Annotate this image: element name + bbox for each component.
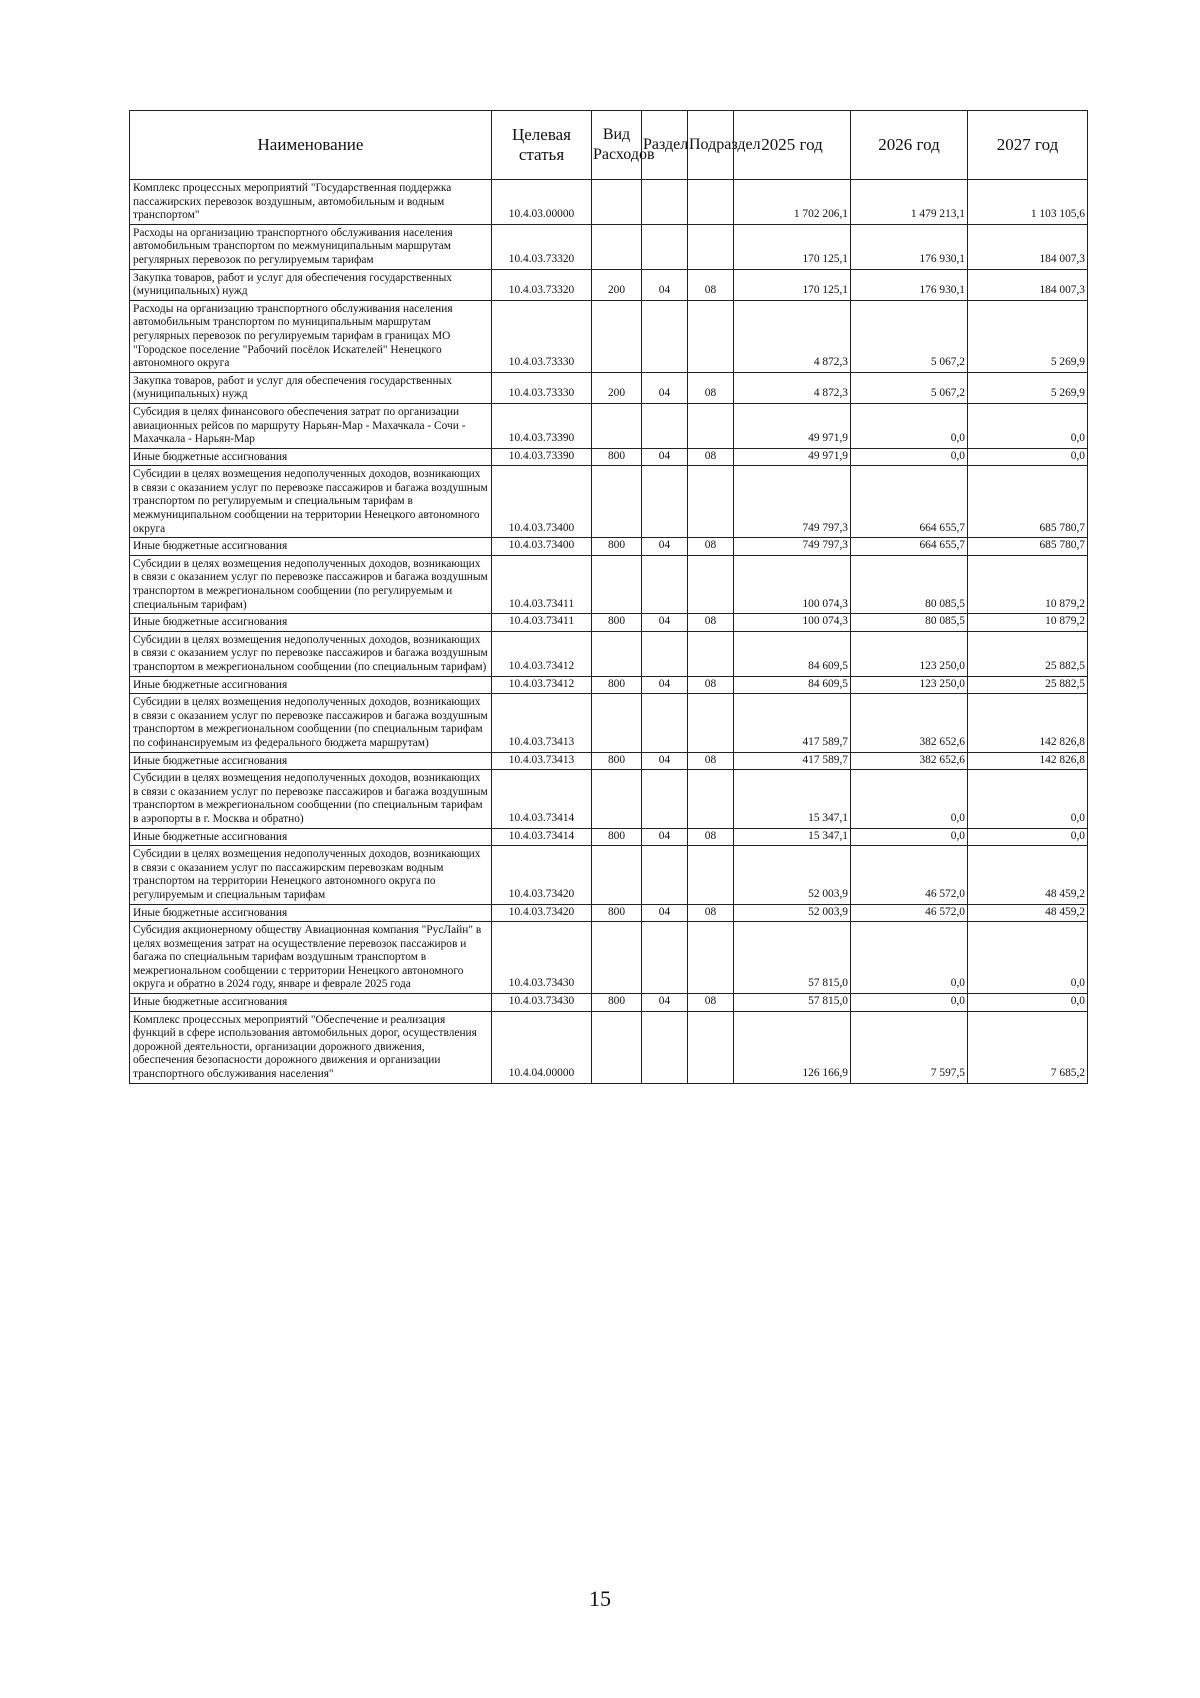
row-expense-type [592, 466, 642, 538]
row-value-2027: 142 826,8 [968, 752, 1088, 770]
row-expense-type [592, 846, 642, 904]
row-subsection [688, 224, 734, 269]
row-value-2026: 382 652,6 [851, 694, 968, 752]
row-value-2025: 100 074,3 [734, 614, 851, 632]
row-target-code: 10.4.04.00000 [492, 1011, 592, 1083]
row-subsection [688, 922, 734, 994]
table-row [130, 448, 1088, 466]
table-row [130, 180, 1088, 225]
row-section [642, 846, 688, 904]
row-subsection [688, 1011, 734, 1083]
budget-table [129, 110, 1088, 1084]
row-name: Субсидии в целях возмещения недополученных доходов, возникающих в связи с оказанием услуг по пассажирским перевозкам водным транспортом на территории Ненецкого автономного округа по регулируемым и специальным тарифам [130, 846, 492, 904]
row-section: 04 [642, 676, 688, 694]
row-subsection [688, 180, 734, 225]
row-target-code: 10.4.03.73411 [492, 555, 592, 613]
row-value-2027: 142 826,8 [968, 694, 1088, 752]
row-section: 04 [642, 904, 688, 922]
row-expense-type [592, 770, 642, 828]
row-value-2027: 48 459,2 [968, 904, 1088, 922]
header-row [130, 111, 1088, 180]
row-expense-type: 200 [592, 269, 642, 300]
row-value-2026: 80 085,5 [851, 614, 968, 632]
table-row [130, 770, 1088, 828]
row-section: 04 [642, 614, 688, 632]
row-expense-type: 800 [592, 752, 642, 770]
row-value-2027: 0,0 [968, 922, 1088, 994]
row-name: Субсидии в целях возмещения недополученных доходов, возникающих в связи с оказанием услуг по перевозке пассажиров и багажа воздушным транспортом в межрегиональном сообщении (по специальным тарифам в аэропорты в г. Москва и обратно) [130, 770, 492, 828]
row-name: Иные бюджетные ассигнования [130, 448, 492, 466]
row-value-2026: 176 930,1 [851, 269, 968, 300]
row-value-2027: 685 780,7 [968, 466, 1088, 538]
row-value-2026: 123 250,0 [851, 631, 968, 676]
row-value-2025: 100 074,3 [734, 555, 851, 613]
row-expense-type: 800 [592, 994, 642, 1012]
row-subsection: 08 [688, 448, 734, 466]
table-row [130, 828, 1088, 846]
header-2026: 2026 год [851, 111, 968, 180]
row-value-2025: 84 609,5 [734, 676, 851, 694]
row-name: Комплекс процессных мероприятий "Обеспечение и реализация функций в сфере использования автомобильных дорог, осуществления дорожной деятельности, организации дорожного движения, обеспечения безопасности дорожного движения и организации транспортного обслуживания населения" [130, 1011, 492, 1083]
row-value-2026: 382 652,6 [851, 752, 968, 770]
row-subsection: 08 [688, 269, 734, 300]
row-target-code: 10.4.03.73413 [492, 694, 592, 752]
row-expense-type: 800 [592, 538, 642, 556]
row-expense-type: 800 [592, 828, 642, 846]
header-target: Целевая статья [492, 111, 592, 180]
row-value-2027: 25 882,5 [968, 676, 1088, 694]
table-row [130, 300, 1088, 372]
row-value-2027: 1 103 105,6 [968, 180, 1088, 225]
row-target-code: 10.4.03.73400 [492, 466, 592, 538]
row-name: Расходы на организацию транспортного обслуживания населения автомобильным транспортом по межмуниципальным маршрутам регулярных перевозок по регулируемым тарифам [130, 224, 492, 269]
row-value-2027: 0,0 [968, 448, 1088, 466]
row-value-2025: 1 702 206,1 [734, 180, 851, 225]
row-value-2025: 4 872,3 [734, 372, 851, 403]
row-expense-type [592, 555, 642, 613]
row-expense-type [592, 1011, 642, 1083]
row-section [642, 555, 688, 613]
row-section [642, 1011, 688, 1083]
page-number: 15 [589, 1586, 611, 1611]
row-value-2025: 749 797,3 [734, 538, 851, 556]
table-row [130, 694, 1088, 752]
row-section: 04 [642, 828, 688, 846]
row-section [642, 403, 688, 448]
row-expense-type: 800 [592, 904, 642, 922]
row-subsection [688, 466, 734, 538]
row-section: 04 [642, 994, 688, 1012]
row-value-2026: 176 930,1 [851, 224, 968, 269]
row-target-code: 10.4.03.73320 [492, 224, 592, 269]
row-value-2026: 0,0 [851, 770, 968, 828]
row-target-code: 10.4.03.00000 [492, 180, 592, 225]
row-subsection [688, 770, 734, 828]
row-section: 04 [642, 448, 688, 466]
row-name: Субсидия в целях финансового обеспечения затрат по организации авиационных рейсов по маршруту Нарьян-Мар - Махачкала - Сочи - Махачкала - Нарьян-Мар [130, 403, 492, 448]
row-value-2027: 0,0 [968, 828, 1088, 846]
row-value-2025: 170 125,1 [734, 224, 851, 269]
row-name: Субсидии в целях возмещения недополученных доходов, возникающих в связи с оказанием услуг по перевозке пассажиров и багажа воздушным транспортом в межрегиональном сообщении (по специальным тарифам) [130, 631, 492, 676]
row-value-2025: 49 971,9 [734, 403, 851, 448]
row-section [642, 224, 688, 269]
row-value-2025: 417 589,7 [734, 752, 851, 770]
header-2027: 2027 год [968, 111, 1088, 180]
row-subsection: 08 [688, 614, 734, 632]
row-section: 04 [642, 269, 688, 300]
row-expense-type: 800 [592, 448, 642, 466]
row-value-2027: 685 780,7 [968, 538, 1088, 556]
row-value-2027: 10 879,2 [968, 614, 1088, 632]
row-section [642, 922, 688, 994]
row-expense-type [592, 694, 642, 752]
row-subsection: 08 [688, 904, 734, 922]
table-row [130, 555, 1088, 613]
header-2025: 2025 год [734, 111, 851, 180]
row-section [642, 694, 688, 752]
table-row [130, 538, 1088, 556]
header-name: Наименование [130, 111, 492, 180]
table-row [130, 466, 1088, 538]
row-section [642, 300, 688, 372]
row-target-code: 10.4.03.73413 [492, 752, 592, 770]
row-target-code: 10.4.03.73414 [492, 770, 592, 828]
row-target-code: 10.4.03.73390 [492, 403, 592, 448]
row-value-2026: 7 597,5 [851, 1011, 968, 1083]
row-subsection: 08 [688, 828, 734, 846]
row-value-2025: 4 872,3 [734, 300, 851, 372]
row-section: 04 [642, 372, 688, 403]
row-name: Закупка товаров, работ и услуг для обеспечения государственных (муниципальных) нужд [130, 372, 492, 403]
row-value-2027: 5 269,9 [968, 372, 1088, 403]
row-value-2026: 0,0 [851, 922, 968, 994]
row-value-2027: 7 685,2 [968, 1011, 1088, 1083]
row-value-2026: 46 572,0 [851, 846, 968, 904]
row-name: Комплекс процессных мероприятий "Государственная поддержка пассажирских перевозок воздушным, автомобильным и водным транспортом" [130, 180, 492, 225]
table-row [130, 372, 1088, 403]
row-value-2027: 184 007,3 [968, 269, 1088, 300]
row-target-code: 10.4.03.73412 [492, 676, 592, 694]
row-value-2025: 57 815,0 [734, 922, 851, 994]
row-value-2027: 48 459,2 [968, 846, 1088, 904]
row-section [642, 180, 688, 225]
row-value-2025: 52 003,9 [734, 846, 851, 904]
row-subsection [688, 631, 734, 676]
row-target-code: 10.4.03.73330 [492, 300, 592, 372]
row-subsection [688, 694, 734, 752]
row-name: Иные бюджетные ассигнования [130, 994, 492, 1012]
row-value-2026: 0,0 [851, 994, 968, 1012]
row-section [642, 631, 688, 676]
row-value-2027: 10 879,2 [968, 555, 1088, 613]
row-value-2025: 49 971,9 [734, 448, 851, 466]
row-target-code: 10.4.03.73330 [492, 372, 592, 403]
row-name: Иные бюджетные ассигнования [130, 904, 492, 922]
row-section: 04 [642, 752, 688, 770]
row-expense-type [592, 403, 642, 448]
row-name: Иные бюджетные ассигнования [130, 752, 492, 770]
row-value-2026: 80 085,5 [851, 555, 968, 613]
row-target-code: 10.4.03.73420 [492, 904, 592, 922]
row-target-code: 10.4.03.73411 [492, 614, 592, 632]
row-subsection [688, 403, 734, 448]
table-row [130, 1011, 1088, 1083]
table-row [130, 922, 1088, 994]
row-expense-type: 800 [592, 676, 642, 694]
table-row [130, 224, 1088, 269]
row-value-2026: 1 479 213,1 [851, 180, 968, 225]
row-target-code: 10.4.03.73420 [492, 846, 592, 904]
row-expense-type: 800 [592, 614, 642, 632]
table-row [130, 904, 1088, 922]
row-subsection: 08 [688, 752, 734, 770]
row-value-2027: 0,0 [968, 994, 1088, 1012]
row-value-2027: 184 007,3 [968, 224, 1088, 269]
table-row [130, 403, 1088, 448]
row-name: Иные бюджетные ассигнования [130, 676, 492, 694]
row-expense-type: 200 [592, 372, 642, 403]
row-name: Субсидия акционерному обществу Авиационная компания "РусЛайн" в целях возмещения затрат на осуществление перевозок пассажиров и багажа по специальным тарифам воздушным транспортом в межрегиональном сообщении с территории Ненецкого автономного округа и обратно в 2024 году, январе и феврале 2025 года [130, 922, 492, 994]
row-value-2026: 123 250,0 [851, 676, 968, 694]
row-subsection: 08 [688, 372, 734, 403]
row-value-2026: 5 067,2 [851, 372, 968, 403]
row-subsection: 08 [688, 676, 734, 694]
row-value-2027: 0,0 [968, 770, 1088, 828]
table-row [130, 846, 1088, 904]
row-name: Иные бюджетные ассигнования [130, 538, 492, 556]
row-value-2026: 0,0 [851, 403, 968, 448]
row-target-code: 10.4.03.73320 [492, 269, 592, 300]
row-value-2027: 5 269,9 [968, 300, 1088, 372]
row-subsection [688, 300, 734, 372]
row-target-code: 10.4.03.73390 [492, 448, 592, 466]
row-subsection: 08 [688, 994, 734, 1012]
table-body [130, 180, 1088, 1084]
row-value-2026: 5 067,2 [851, 300, 968, 372]
row-expense-type [592, 300, 642, 372]
row-expense-type [592, 180, 642, 225]
row-value-2025: 52 003,9 [734, 904, 851, 922]
row-name: Субсидии в целях возмещения недополученных доходов, возникающих в связи с оказанием услуг по перевозке пассажиров и багажа воздушным транспортом по регулируемым и специальным тарифам в межмуниципальном сообщении на территории Ненецкого автономного округа [130, 466, 492, 538]
table-row [130, 994, 1088, 1012]
header-expense-type: Вид Расходов [592, 111, 642, 180]
row-value-2025: 170 125,1 [734, 269, 851, 300]
table-row [130, 676, 1088, 694]
row-value-2025: 417 589,7 [734, 694, 851, 752]
row-value-2025: 749 797,3 [734, 466, 851, 538]
row-target-code: 10.4.03.73414 [492, 828, 592, 846]
row-expense-type [592, 224, 642, 269]
header-section: Раздел [642, 111, 688, 180]
row-value-2026: 0,0 [851, 828, 968, 846]
row-value-2027: 0,0 [968, 403, 1088, 448]
row-expense-type [592, 631, 642, 676]
row-name: Субсидии в целях возмещения недополученных доходов, возникающих в связи с оказанием услуг по перевозке пассажиров и багажа воздушным транспортом в межрегиональном сообщении (по регулируемым и специальным тарифам) [130, 555, 492, 613]
row-name: Закупка товаров, работ и услуг для обеспечения государственных (муниципальных) нужд [130, 269, 492, 300]
header-subsection: Подраздел [688, 111, 734, 180]
row-section [642, 466, 688, 538]
row-subsection: 08 [688, 538, 734, 556]
row-value-2026: 46 572,0 [851, 904, 968, 922]
row-subsection [688, 846, 734, 904]
row-target-code: 10.4.03.73430 [492, 994, 592, 1012]
table-row [130, 752, 1088, 770]
row-value-2025: 57 815,0 [734, 994, 851, 1012]
row-value-2026: 664 655,7 [851, 466, 968, 538]
row-value-2025: 126 166,9 [734, 1011, 851, 1083]
row-name: Расходы на организацию транспортного обслуживания населения автомобильным транспортом по муниципальным маршрутам регулярных перевозок по регулируемым тарифам в границах МО "Городское поселение "Рабочий посёлок Искателей" Ненецкого автономного округа [130, 300, 492, 372]
row-name: Иные бюджетные ассигнования [130, 614, 492, 632]
row-target-code: 10.4.03.73400 [492, 538, 592, 556]
row-name: Иные бюджетные ассигнования [130, 828, 492, 846]
row-expense-type [592, 922, 642, 994]
table-row [130, 614, 1088, 632]
row-name: Субсидии в целях возмещения недополученных доходов, возникающих в связи с оказанием услуг по перевозке пассажиров и багажа воздушным транспортом в межрегиональном сообщении (по специальным тарифам по софинансируемым из федерального бюджета маршрутам) [130, 694, 492, 752]
row-subsection [688, 555, 734, 613]
table-row [130, 269, 1088, 300]
row-value-2025: 15 347,1 [734, 770, 851, 828]
row-value-2026: 664 655,7 [851, 538, 968, 556]
row-value-2025: 15 347,1 [734, 828, 851, 846]
row-value-2026: 0,0 [851, 448, 968, 466]
row-value-2025: 84 609,5 [734, 631, 851, 676]
row-section [642, 770, 688, 828]
row-target-code: 10.4.03.73430 [492, 922, 592, 994]
row-section: 04 [642, 538, 688, 556]
row-value-2027: 25 882,5 [968, 631, 1088, 676]
table-row [130, 631, 1088, 676]
row-target-code: 10.4.03.73412 [492, 631, 592, 676]
